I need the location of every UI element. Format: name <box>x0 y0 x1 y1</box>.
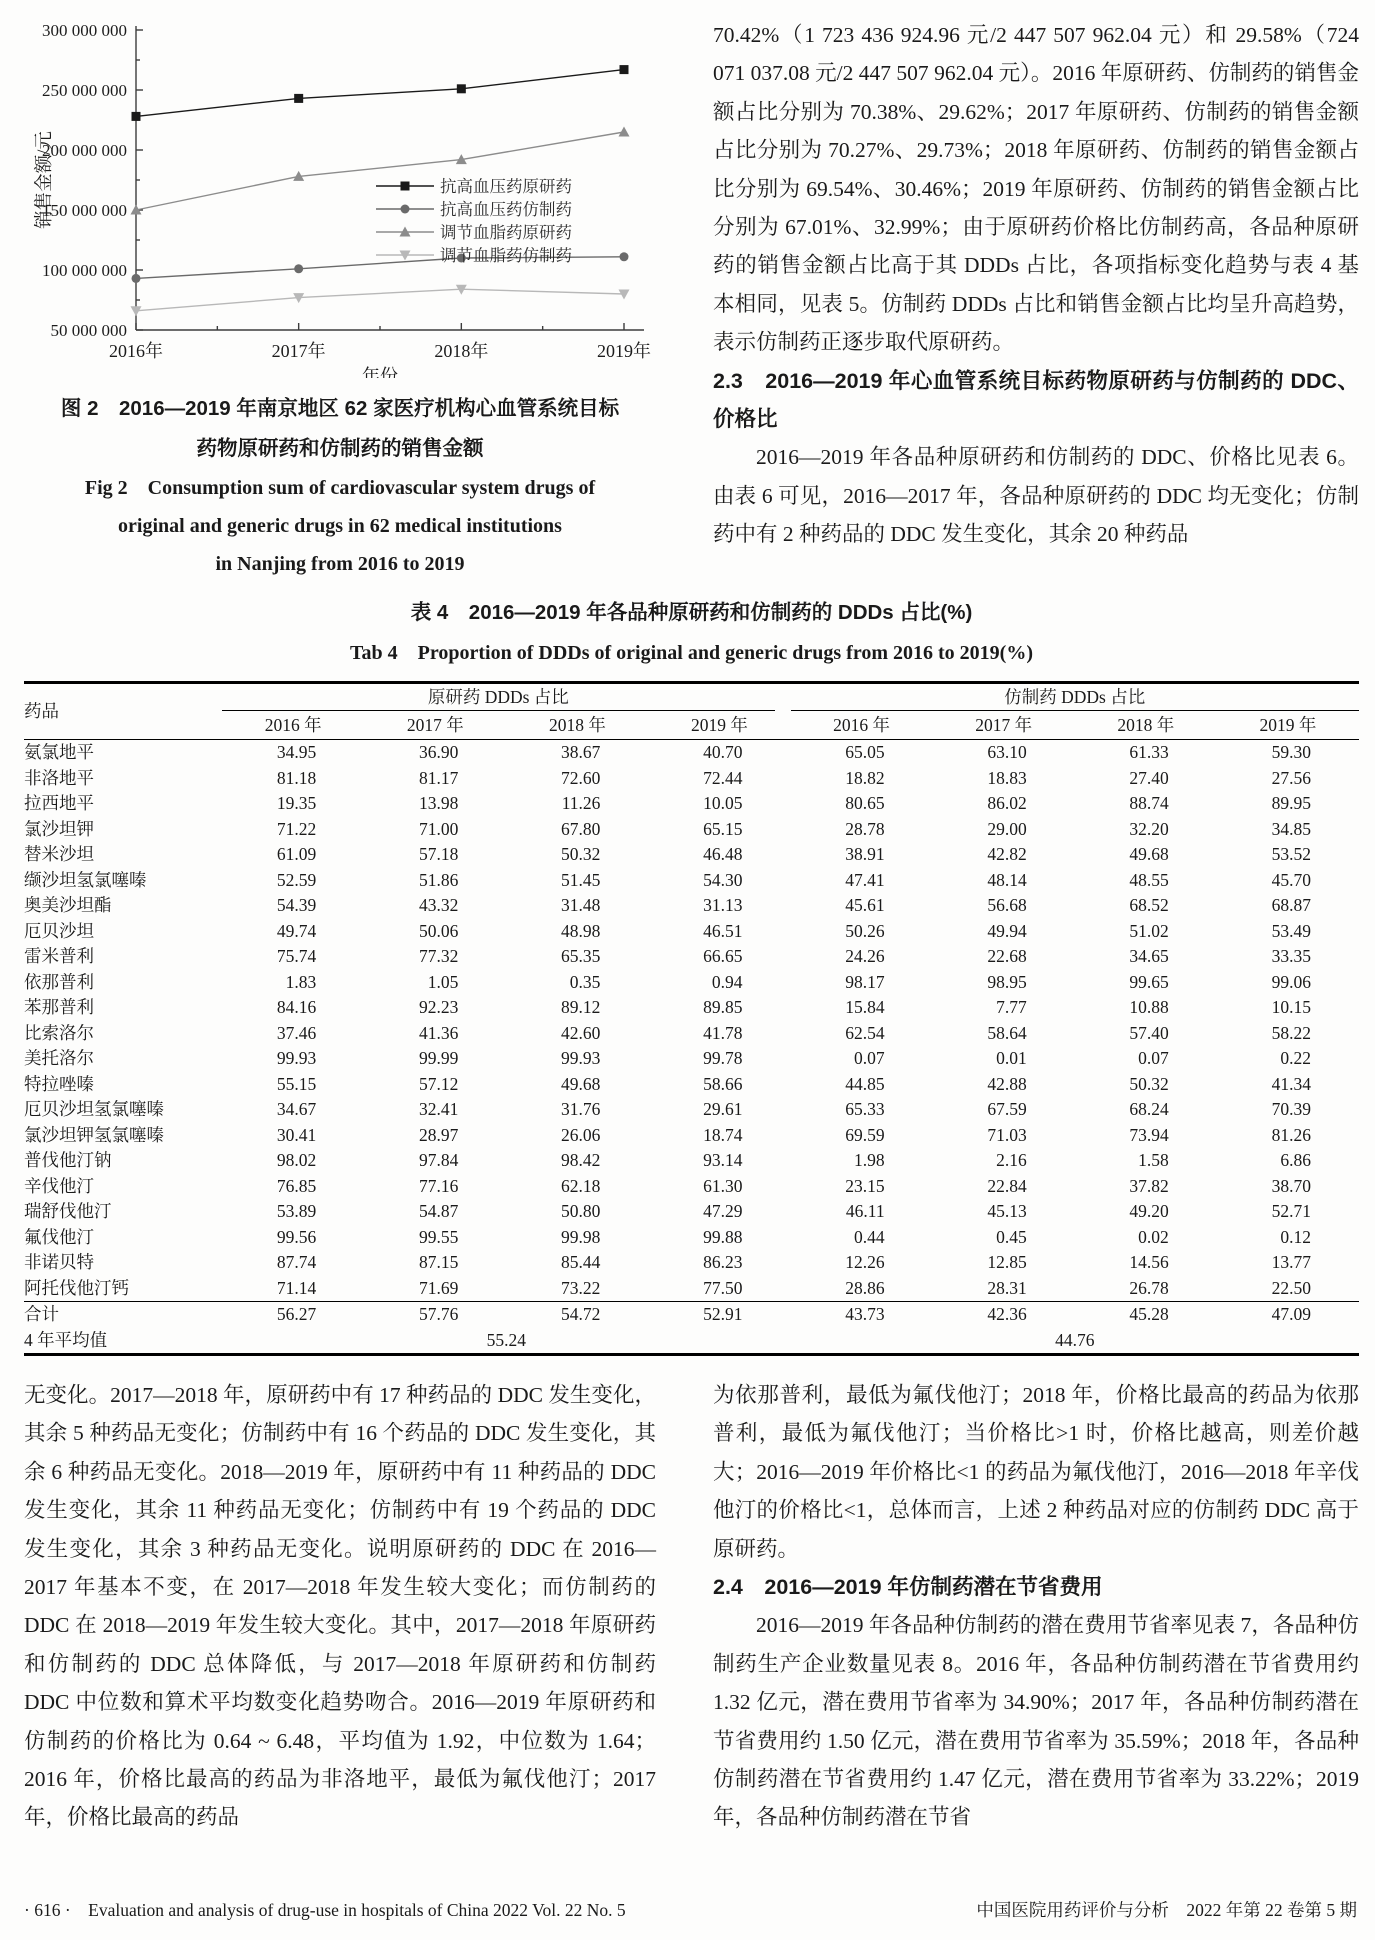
ddds-value-cell: 28.31 <box>987 1277 1027 1298</box>
ddds-value-cell: 0.02 <box>1138 1226 1169 1247</box>
total-value-cell: 42.36 <box>933 1302 1075 1328</box>
ddds-value-cell: 32.41 <box>418 1099 459 1119</box>
ddds-value-cell: 34.65 <box>1129 946 1169 966</box>
fig2-caption-en-line1: Fig 2 Consumption sum of cardiovascular system drugs of <box>84 477 596 499</box>
ddds-value-cell: 0.22 <box>1280 1048 1311 1068</box>
ddds-value-cell: 42.88 <box>987 1073 1027 1094</box>
table-row <box>24 842 1359 868</box>
ddds-value-cell: 51.02 <box>1129 920 1169 941</box>
ddds-value-cell: 81.17 <box>418 767 459 788</box>
ddds-value-cell: 37.46 <box>276 1022 317 1043</box>
ddds-value-cell: 0.94 <box>711 971 743 992</box>
ddds-value-cell: 6.86 <box>1280 1150 1311 1170</box>
drug-name-cell: 拉西地平 <box>24 793 94 813</box>
paragraph-price-ratio: 为依那普利，最低为氟伐他汀；2018 年，价格比最高的药品为依那普利，最低为氟伐他汀；当价格比>1 时，价格比越高，则差价越大；2016—2019 年价格比<1 的药品为氟伐他汀，2016—2018 年辛伐他汀的价格比<1，总体而言，上述 2 种药品对应的仿制药 DDC 高于原研药。 <box>713 1383 1359 1561</box>
ddds-value-cell: 66.65 <box>703 946 743 966</box>
table-row <box>24 1276 1359 1302</box>
svg-text:150 000 000: 150 000 000 <box>42 201 127 220</box>
table-row <box>24 817 1359 843</box>
ddds-value-cell: 81.26 <box>1271 1124 1311 1145</box>
ddds-value-cell: 65.35 <box>561 946 601 966</box>
ddds-value-cell: 58.66 <box>703 1073 743 1094</box>
drug-name-cell: 普伐他汀钠 <box>24 1150 112 1170</box>
svg-text:50 000 000: 50 000 000 <box>50 321 127 340</box>
ddds-value-cell: 98.02 <box>276 1150 317 1170</box>
bottom-left-column <box>24 1376 656 1837</box>
ddds-value-cell: 53.49 <box>1271 920 1311 941</box>
ddds-value-cell: 89.12 <box>561 997 601 1017</box>
ddds-value-cell: 36.90 <box>418 742 459 762</box>
drug-name-cell: 瑞舒伐他汀 <box>24 1201 112 1221</box>
ddds-value-cell: 99.98 <box>561 1226 601 1247</box>
ddds-value-cell: 1.83 <box>285 971 317 992</box>
ddds-value-cell: 57.12 <box>418 1073 459 1094</box>
svg-text:2017年: 2017年 <box>271 341 326 361</box>
table-row <box>24 1021 1359 1047</box>
drug-name-cell: 厄贝沙坦 <box>24 920 94 941</box>
ddds-value-cell: 0.45 <box>996 1226 1027 1247</box>
ddds-value-cell: 98.95 <box>987 971 1027 992</box>
ddds-value-cell: 58.64 <box>987 1022 1027 1043</box>
svg-text:2018年: 2018年 <box>434 341 489 361</box>
col-header-year: 2017 年 <box>364 711 506 740</box>
drug-name-cell: 比索洛尔 <box>24 1022 94 1043</box>
average-row <box>24 1328 1359 1355</box>
ddds-value-cell: 72.44 <box>703 767 743 788</box>
ddds-value-cell: 46.51 <box>703 920 743 941</box>
total-row <box>24 1302 1359 1328</box>
ddds-value-cell: 71.69 <box>418 1277 459 1298</box>
ddds-value-cell: 26.78 <box>1129 1277 1169 1298</box>
ddds-value-cell: 28.97 <box>418 1124 459 1145</box>
ddds-value-cell: 67.80 <box>561 818 601 839</box>
ddds-value-cell: 50.32 <box>561 844 601 864</box>
fig2-caption-cn <box>24 389 656 469</box>
top-right-column <box>713 16 1359 583</box>
col-header-year: 2016 年 <box>222 711 364 740</box>
ddds-value-cell: 98.42 <box>561 1150 601 1170</box>
ddds-value-cell: 65.33 <box>845 1099 885 1119</box>
ddds-value-cell: 34.95 <box>276 742 317 762</box>
drug-name-cell: 厄贝沙坦氢氯噻嗪 <box>24 1099 164 1119</box>
drug-name-cell: 缬沙坦氢氯噻嗪 <box>24 869 147 890</box>
table-row <box>24 995 1359 1021</box>
ddds-value-cell: 56.68 <box>987 895 1027 915</box>
table-row <box>24 893 1359 919</box>
ddds-value-cell: 0.07 <box>853 1048 885 1068</box>
total-value-cell: 43.73 <box>791 1302 933 1328</box>
ddds-value-cell: 45.13 <box>987 1201 1027 1221</box>
drug-name-cell: 氯沙坦钾 <box>24 818 94 839</box>
col-group-generic: 仿制药 DDDs 占比 <box>791 683 1359 712</box>
total-value-cell: 54.72 <box>506 1302 648 1328</box>
section-heading-2-3: 2.3 2016—2019 年心血管系统目标药物原研药与仿制药的 DDC、价格比 <box>713 368 1359 432</box>
paragraph-sales-share: 70.42%（1 723 436 924.96 元/2 447 507 962.04 元）和 29.58%（724 071 037.08 元/2 447 507 962.04 元）。2016 年原研药、仿制药的销售金额占比分别为 70.38%、29.62%；2017 年原研药、仿制药的销售金额占比分别为 70.27%、29.73%；2018 年原研药、仿制药的销售金额占比分别为 69.54%、30.46%；2019 年原研药、仿制药的销售金额占比分别为 67.01%、32.99%；由于原研药价格比仿制药高，各品种原研药的销售金额占比高于其 DDDs 占比，各项指标变化趋势与表 4 基本相同，见表 5。仿制药 DDDs 占比和销售金额占比均呈升高趋势，表示仿制药正逐步取代原研药。 <box>713 23 1359 355</box>
table4-body <box>24 740 1359 1355</box>
drug-name-cell: 阿托伐他汀钙 <box>24 1277 129 1298</box>
ddds-value-cell: 13.77 <box>1271 1252 1311 1272</box>
svg-text:抗高血压药仿制药: 抗高血压药仿制药 <box>440 200 572 219</box>
ddds-value-cell: 10.88 <box>1129 997 1169 1017</box>
ddds-value-cell: 63.10 <box>987 742 1027 762</box>
ddds-value-cell: 31.76 <box>561 1099 601 1119</box>
col-header-year: 2017 年 <box>933 711 1075 740</box>
ddds-value-cell: 52.59 <box>276 869 317 890</box>
ddds-value-cell: 57.40 <box>1129 1022 1169 1043</box>
ddds-value-cell: 87.74 <box>276 1252 317 1272</box>
svg-text:抗高血压药原研药: 抗高血压药原研药 <box>440 177 572 196</box>
ddds-value-cell: 41.78 <box>703 1022 743 1043</box>
fig2-caption-cn-line2: 药物原研药和仿制药的销售金额 <box>196 437 484 460</box>
ddds-value-cell: 62.54 <box>845 1022 885 1043</box>
ddds-value-cell: 0.12 <box>1280 1226 1311 1247</box>
total-value-cell: 47.09 <box>1217 1302 1359 1328</box>
table-row <box>24 919 1359 945</box>
table-row <box>24 1072 1359 1098</box>
total-value-cell: 45.28 <box>1075 1302 1217 1328</box>
col-header-year: 2019 年 <box>1217 711 1359 740</box>
ddds-value-cell: 73.22 <box>561 1277 601 1298</box>
col-header-year: 2019 年 <box>648 711 790 740</box>
svg-text:200 000 000: 200 000 000 <box>42 141 127 160</box>
ddds-value-cell: 14.56 <box>1129 1252 1169 1272</box>
svg-text:2019年: 2019年 <box>597 341 651 361</box>
ddds-value-cell: 71.22 <box>276 818 317 839</box>
ddds-value-cell: 76.85 <box>276 1175 317 1196</box>
paragraph-savings: 2016—2019 年各品种仿制药的潜在费用节省率见表 7，各品种仿制药生产企业数量见表 8。2016 年，各品种仿制药潜在节省费用约 1.32 亿元，潜在费用节省率为 34.90%；2017 年，各品种仿制药潜在节省费用约 1.50 亿元，潜在费用节省率为 35.59%；2018 年，各品种仿制药潜在节省费用约 1.47 亿元，潜在费用节省率为 33.22%；2019 年，各品种仿制药潜在节省 <box>713 1613 1359 1830</box>
drug-name-cell: 非诺贝特 <box>24 1252 94 1272</box>
ddds-value-cell: 52.71 <box>1271 1201 1311 1221</box>
ddds-value-cell: 87.15 <box>418 1252 459 1272</box>
ddds-value-cell: 10.15 <box>1271 997 1311 1017</box>
table4-year-header-row <box>24 711 1359 740</box>
ddds-value-cell: 77.16 <box>418 1175 459 1196</box>
ddds-value-cell: 58.22 <box>1271 1022 1311 1043</box>
ddds-value-cell: 99.88 <box>703 1226 743 1247</box>
footer-right: 中国医院用药评价与分析 2022 年第 22 卷第 5 期 <box>976 1900 1357 1920</box>
svg-text:100 000 000: 100 000 000 <box>42 261 127 280</box>
table4-block <box>24 593 1359 1356</box>
figure2-block <box>24 16 656 583</box>
col-header-year: 2018 年 <box>1075 711 1217 740</box>
ddds-value-cell: 51.86 <box>418 869 459 890</box>
ddds-value-cell: 93.14 <box>703 1150 743 1170</box>
paragraph-ddc-intro: 2016—2019 年各品种原研药和仿制药的 DDC、价格比见表 6。由表 6 可见，2016—2017 年，各品种原研药的 DDC 均无变化；仿制药中有 2 种药品的 DDC 发生变化，其余 20 种药品 <box>713 445 1359 547</box>
ddds-value-cell: 2.16 <box>996 1150 1027 1170</box>
ddds-value-cell: 71.14 <box>276 1277 317 1298</box>
ddds-value-cell: 45.61 <box>845 895 885 915</box>
ddds-value-cell: 47.29 <box>703 1201 743 1221</box>
ddds-value-cell: 47.41 <box>845 869 885 890</box>
ddds-value-cell: 53.52 <box>1271 844 1311 864</box>
ddds-value-cell: 50.06 <box>418 920 459 941</box>
ddds-value-cell: 43.32 <box>418 895 459 915</box>
ddds-value-cell: 38.70 <box>1271 1175 1311 1196</box>
col-header-year: 2016 年 <box>791 711 933 740</box>
ddds-value-cell: 46.11 <box>845 1201 885 1221</box>
ddds-value-cell: 49.20 <box>1129 1201 1169 1221</box>
ddds-value-cell: 27.40 <box>1129 767 1169 788</box>
ddds-value-cell: 22.68 <box>987 946 1027 966</box>
ddds-value-cell: 34.85 <box>1271 818 1311 839</box>
svg-text:300 000 000: 300 000 000 <box>42 21 127 40</box>
ddds-value-cell: 99.56 <box>276 1226 317 1247</box>
ddds-value-cell: 7.77 <box>996 997 1027 1017</box>
ddds-value-cell: 99.78 <box>703 1048 743 1068</box>
ddds-value-cell: 1.05 <box>427 971 459 992</box>
ddds-value-cell: 88.74 <box>1129 793 1169 813</box>
svg-text:销售金额/元: 销售金额/元 <box>35 131 55 229</box>
ddds-value-cell: 1.98 <box>853 1150 885 1170</box>
ddds-value-cell: 89.95 <box>1271 793 1311 813</box>
ddds-value-cell: 61.30 <box>703 1175 743 1196</box>
drug-name-cell: 奥美沙坦酯 <box>24 895 112 915</box>
ddds-value-cell: 30.41 <box>276 1124 317 1145</box>
ddds-value-cell: 71.03 <box>987 1124 1027 1145</box>
ddds-value-cell: 48.98 <box>561 920 601 941</box>
ddds-value-cell: 86.02 <box>987 793 1027 813</box>
ddds-value-cell: 48.55 <box>1129 869 1169 890</box>
ddds-value-cell: 44.85 <box>845 1073 885 1094</box>
ddds-value-cell: 75.74 <box>276 946 317 966</box>
ddds-value-cell: 42.60 <box>561 1022 601 1043</box>
drug-name-cell: 美托洛尔 <box>24 1048 94 1068</box>
svg-text:调节血脂药仿制药: 调节血脂药仿制药 <box>440 246 572 265</box>
table-row <box>24 1250 1359 1276</box>
col-header-drug: 药品 <box>24 683 222 740</box>
ddds-value-cell: 86.23 <box>703 1252 743 1272</box>
col-header-year: 2018 年 <box>506 711 648 740</box>
table-row <box>24 970 1359 996</box>
ddds-value-cell: 71.00 <box>418 818 459 839</box>
ddds-value-cell: 19.35 <box>276 793 317 813</box>
ddds-value-cell: 12.26 <box>845 1252 885 1272</box>
ddds-value-cell: 50.26 <box>845 920 885 941</box>
ddds-value-cell: 32.20 <box>1129 818 1169 839</box>
ddds-value-cell: 0.35 <box>569 971 601 992</box>
ddds-value-cell: 18.82 <box>845 767 885 788</box>
ddds-value-cell: 18.83 <box>987 767 1027 788</box>
drug-name-cell: 依那普利 <box>24 971 94 992</box>
ddds-value-cell: 12.85 <box>987 1252 1027 1272</box>
drug-name-cell: 氨氯地平 <box>24 742 94 762</box>
ddds-value-cell: 27.56 <box>1271 767 1311 788</box>
drug-name-cell: 替米沙坦 <box>24 844 94 864</box>
section-heading-2-4: 2.4 2016—2019 年仿制药潜在节省费用 <box>713 1575 1103 1600</box>
drug-name-cell: 辛伐他汀 <box>24 1175 94 1196</box>
ddds-value-cell: 54.87 <box>418 1201 459 1221</box>
ddds-value-cell: 92.23 <box>418 997 459 1017</box>
ddds-value-cell: 26.06 <box>561 1124 601 1145</box>
ddds-value-cell: 22.50 <box>1271 1277 1311 1298</box>
col-group-original: 原研药 DDDs 占比 <box>222 683 790 712</box>
ddds-value-cell: 31.48 <box>561 895 601 915</box>
ddds-value-cell: 49.94 <box>987 920 1027 941</box>
top-section <box>24 16 1359 583</box>
ddds-value-cell: 37.82 <box>1129 1175 1169 1196</box>
footer-left: · 616 · Evaluation and analysis of drug-use in hospitals of China 2022 Vol. 22 No. 5 <box>24 1900 626 1920</box>
ddds-value-cell: 41.36 <box>418 1022 459 1043</box>
ddds-value-cell: 10.05 <box>703 793 743 813</box>
ddds-value-cell: 0.44 <box>853 1226 885 1247</box>
total-label-cell: 合计 <box>24 1302 222 1328</box>
ddds-value-cell: 99.93 <box>561 1048 601 1068</box>
table-row <box>24 791 1359 817</box>
ddds-value-cell: 98.17 <box>845 971 885 992</box>
ddds-value-cell: 99.65 <box>1129 971 1169 992</box>
ddds-value-cell: 99.55 <box>418 1226 459 1247</box>
ddds-value-cell: 24.26 <box>845 946 885 966</box>
ddds-value-cell: 99.99 <box>418 1048 459 1068</box>
ddds-value-cell: 59.30 <box>1271 742 1311 762</box>
ddds-value-cell: 45.70 <box>1271 869 1311 890</box>
ddds-value-cell: 97.84 <box>418 1150 459 1170</box>
ddds-value-cell: 67.59 <box>987 1099 1027 1119</box>
table-row <box>24 1046 1359 1072</box>
table-row <box>24 740 1359 766</box>
fig2-caption-en <box>24 469 656 583</box>
ddds-value-cell: 77.50 <box>703 1277 743 1298</box>
bottom-section <box>24 1376 1359 1837</box>
ddds-value-cell: 50.80 <box>561 1201 601 1221</box>
ddds-value-cell: 89.85 <box>703 997 743 1017</box>
ddds-value-cell: 0.07 <box>1138 1048 1169 1068</box>
drug-name-cell: 雷米普利 <box>24 946 94 966</box>
table4-title-cn: 表 4 2016—2019 年各品种原研药和仿制药的 DDDs 占比(%) <box>410 601 973 624</box>
ddds-value-cell: 80.65 <box>845 793 885 813</box>
ddds-value-cell: 38.91 <box>845 844 885 864</box>
table-row <box>24 766 1359 792</box>
table-row <box>24 1225 1359 1251</box>
ddds-value-cell: 0.01 <box>996 1048 1027 1068</box>
ddds-value-cell: 53.89 <box>276 1201 317 1221</box>
drug-name-cell: 特拉唑嗪 <box>24 1073 94 1094</box>
ddds-value-cell: 54.30 <box>703 869 743 890</box>
ddds-value-cell: 38.67 <box>561 742 601 762</box>
ddds-value-cell: 68.24 <box>1129 1099 1169 1119</box>
total-value-cell: 57.76 <box>364 1302 506 1328</box>
total-value-cell: 52.91 <box>648 1302 790 1328</box>
fig2-caption-en-line2: original and generic drugs in 62 medical institutions <box>118 515 562 537</box>
ddds-value-cell: 13.98 <box>418 793 459 813</box>
fig2-chart <box>24 16 656 378</box>
ddds-value-cell: 29.00 <box>987 818 1027 839</box>
ddds-value-cell: 49.68 <box>1129 844 1169 864</box>
drug-name-cell: 氟伐他汀 <box>24 1226 94 1247</box>
paragraph-ddc-changes: 无变化。2017—2018 年，原研药中有 17 种药品的 DDC 发生变化，其余 5 种药品无变化；仿制药中有 16 个药品的 DDC 发生变化，其余 6 种药品无变化。2018—2019 年，原研药中有 11 种药品的 DDC 发生变化，其余 11 种药品无变化；仿制药中有 19 个药品的 DDC 发生变化，其余 3 种药品无变化。说明原研药的 DDC 在 2016—2017 年基本不变，在 2017—2018 年发生较大变化；而仿制药的 DDC 在 2018—2019 年发生较大变化。其中，2017—2018 年原研药和仿制药的 DDC 总体降低，与 2017—2018 年原研药和仿制药 DDC 中位数和算术平均数变化趋势吻合。2016—2019 年原研药和仿制药的价格比为 0.64 ~ 6.48，平均值为 1.92，中位数为 1.64；2016 年，价格比最高的药品为非洛地平，最低为氟伐他汀；2017 年，价格比最高的药品 <box>24 1383 656 1830</box>
total-value-cell: 56.27 <box>222 1302 364 1328</box>
ddds-value-cell: 55.15 <box>276 1073 317 1094</box>
avg-original-cell: 55.24 <box>486 1329 527 1350</box>
ddds-value-cell: 23.15 <box>845 1175 885 1196</box>
table4 <box>24 681 1359 1356</box>
ddds-value-cell: 34.67 <box>276 1099 317 1119</box>
page-footer <box>24 1897 1357 1922</box>
ddds-value-cell: 65.15 <box>703 818 743 839</box>
drug-name-cell: 苯那普利 <box>24 997 94 1017</box>
ddds-value-cell: 70.39 <box>1271 1099 1311 1119</box>
svg-text:250 000 000: 250 000 000 <box>42 81 127 100</box>
ddds-value-cell: 72.60 <box>561 767 601 788</box>
avg-generic-cell: 44.76 <box>1055 1329 1095 1350</box>
ddds-value-cell: 22.84 <box>987 1175 1027 1196</box>
ddds-value-cell: 48.14 <box>987 869 1027 890</box>
ddds-value-cell: 33.35 <box>1271 946 1311 966</box>
ddds-value-cell: 31.13 <box>703 895 743 915</box>
table-row <box>24 1123 1359 1149</box>
table-row <box>24 1199 1359 1225</box>
ddds-value-cell: 50.32 <box>1129 1073 1169 1094</box>
ddds-value-cell: 46.48 <box>703 844 743 864</box>
table-row <box>24 1174 1359 1200</box>
ddds-value-cell: 15.84 <box>845 997 885 1017</box>
ddds-value-cell: 41.34 <box>1271 1073 1311 1094</box>
ddds-value-cell: 99.06 <box>1271 971 1311 992</box>
ddds-value-cell: 29.61 <box>703 1099 743 1119</box>
svg-text:2016年: 2016年 <box>109 341 163 361</box>
ddds-value-cell: 81.18 <box>276 767 317 788</box>
avg-label-cell: 4 年平均值 <box>24 1329 108 1350</box>
table-row <box>24 944 1359 970</box>
ddds-value-cell: 61.33 <box>1129 742 1169 762</box>
ddds-value-cell: 57.18 <box>418 844 459 864</box>
ddds-value-cell: 54.39 <box>276 895 317 915</box>
table4-group-header-row <box>24 683 1359 712</box>
ddds-value-cell: 49.68 <box>561 1073 601 1094</box>
bottom-right-column <box>713 1376 1359 1837</box>
drug-name-cell: 非洛地平 <box>24 767 94 788</box>
ddds-value-cell: 18.74 <box>703 1124 743 1145</box>
svg-text:年份: 年份 <box>362 366 398 378</box>
ddds-value-cell: 85.44 <box>561 1252 601 1272</box>
ddds-value-cell: 28.86 <box>845 1277 885 1298</box>
drug-name-cell: 氯沙坦钾氢氯噻嗪 <box>24 1124 164 1145</box>
ddds-value-cell: 77.32 <box>418 946 459 966</box>
ddds-value-cell: 40.70 <box>703 742 743 762</box>
ddds-value-cell: 49.74 <box>276 920 317 941</box>
ddds-value-cell: 62.18 <box>561 1175 601 1196</box>
ddds-value-cell: 42.82 <box>987 844 1027 864</box>
ddds-value-cell: 65.05 <box>845 742 885 762</box>
ddds-value-cell: 99.93 <box>276 1048 317 1068</box>
ddds-value-cell: 68.52 <box>1129 895 1169 915</box>
ddds-value-cell: 1.58 <box>1138 1150 1169 1170</box>
ddds-value-cell: 68.87 <box>1271 895 1311 915</box>
table-row <box>24 868 1359 894</box>
table-row <box>24 1148 1359 1174</box>
ddds-value-cell: 73.94 <box>1129 1124 1169 1145</box>
fig2-caption-cn-line1: 图 2 2016—2019 年南京地区 62 家医疗机构心血管系统目标 <box>60 397 620 420</box>
ddds-value-cell: 51.45 <box>561 869 601 890</box>
ddds-value-cell: 61.09 <box>276 844 317 864</box>
table4-title-en: Tab 4 Proportion of DDDs of original and generic drugs from 2016 to 2019(%) <box>350 642 1033 664</box>
ddds-value-cell: 84.16 <box>276 997 317 1017</box>
fig2-caption-en-line3: in Nanjing from 2016 to 2019 <box>215 553 465 575</box>
ddds-value-cell: 69.59 <box>845 1124 885 1145</box>
svg-text:调节血脂药原研药: 调节血脂药原研药 <box>440 223 572 242</box>
ddds-value-cell: 11.26 <box>561 793 601 813</box>
table-row <box>24 1097 1359 1123</box>
ddds-value-cell: 28.78 <box>845 818 885 839</box>
